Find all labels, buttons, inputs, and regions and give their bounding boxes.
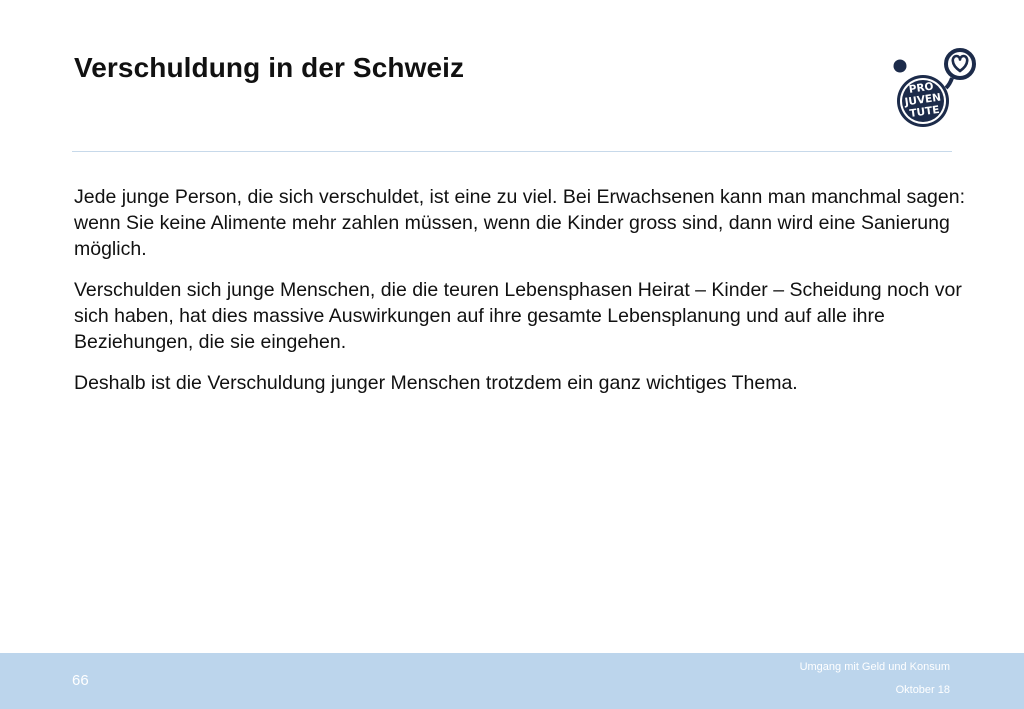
- body-paragraph-3: Deshalb ist die Verschuldung junger Menschen trotzdem ein ganz wichtiges Thema.: [74, 372, 798, 394]
- body-paragraph-2: Verschulden sich junge Menschen, die die teuren Lebensphasen Heirat – Kinder – Scheidung noch vor sich haben, hat dies massive Auswirkungen auf ihre gesamte Lebensplanung und auf alle ihre Beziehungen, die sie eingehen.: [74, 279, 962, 353]
- logo-connector: [946, 78, 952, 88]
- slide-footer: [0, 653, 1024, 709]
- logo-dot: [894, 60, 907, 73]
- body-paragraph-1: Jede junge Person, die sich verschuldet, ist eine zu viel. Bei Erwachsenen kann man manchmal sagen: wenn Sie keine Alimente mehr zahlen müssen, wenn die Kinder gross sind, dann wird eine Sanierung möglich.: [74, 186, 965, 260]
- footer-date: Oktober 18: [895, 684, 950, 696]
- logo-text-line-1: PRO: [908, 80, 935, 96]
- title-divider: [72, 151, 952, 152]
- logo-text-line-2: JUVEN: [903, 91, 942, 109]
- logo-text-line-3: TUTE: [908, 103, 941, 120]
- slide-title: Verschuldung in der Schweiz: [74, 52, 465, 83]
- pro-juventute-logo: [890, 44, 980, 130]
- logo-heart-bubble: [946, 50, 974, 78]
- footer-topic: Umgang mit Geld und Konsum: [799, 661, 950, 673]
- page-number: 66: [72, 672, 89, 689]
- slide-body: [74, 184, 974, 411]
